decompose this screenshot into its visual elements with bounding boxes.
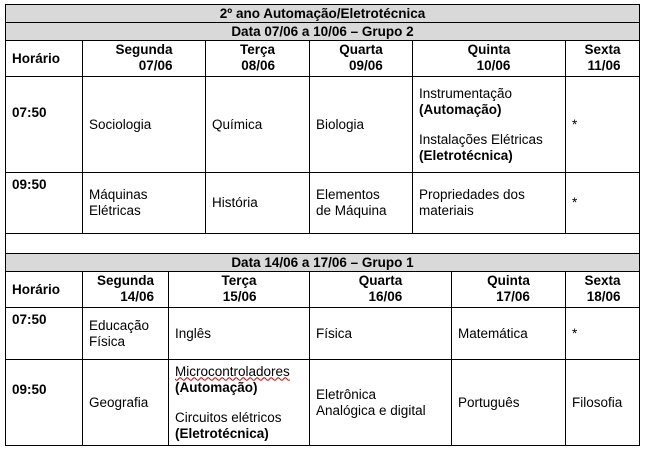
class-cell-content	[316, 187, 387, 219]
class-name: de Máquina	[316, 203, 387, 218]
class-name: Propriedades dos	[419, 187, 525, 202]
day-name: Terça	[221, 273, 257, 288]
title-row	[5, 4, 639, 22]
time-cell	[5, 172, 83, 234]
class-cell-content	[458, 326, 528, 342]
schedule-row	[5, 307, 639, 359]
class-cell	[309, 172, 413, 234]
line-gap	[419, 118, 543, 132]
day-header-cell	[565, 271, 640, 308]
class-cell	[565, 172, 640, 234]
class-cell	[82, 359, 169, 446]
day-header-cell	[168, 271, 310, 308]
class-cell-content	[89, 395, 148, 411]
class-name: Educação	[89, 317, 150, 333]
time-header-cell	[5, 271, 83, 308]
day-header-inner	[468, 42, 511, 74]
class-cell-content	[419, 86, 543, 164]
day-name: Terça	[239, 42, 276, 57]
day-date: 11/06	[587, 58, 621, 73]
class-cell-content	[316, 326, 352, 342]
block-heading-row	[5, 253, 639, 271]
class-cell	[82, 172, 206, 234]
class-name: (Automação)	[175, 379, 258, 395]
day-date: 09/06	[348, 58, 383, 73]
day-header-row	[5, 271, 639, 307]
class-cell-content	[89, 187, 148, 219]
block-heading-cell	[5, 22, 640, 41]
class-cell-content	[89, 117, 151, 133]
class-cell	[565, 359, 640, 446]
block-heading-cell	[5, 253, 640, 272]
class-name: *	[572, 325, 578, 341]
page-title: 2º ano Automação/Eletrotécnica	[219, 6, 426, 21]
day-header-row	[5, 40, 639, 76]
class-name: Instrumentação	[419, 85, 513, 101]
class-name: Microcontroladores	[175, 363, 290, 379]
class-name: História	[212, 195, 258, 210]
class-cell-content	[458, 395, 520, 411]
day-date: 18/06	[586, 289, 621, 304]
day-name: Sexta	[584, 273, 621, 288]
class-cell	[451, 307, 566, 360]
class-cell-content	[175, 364, 290, 442]
class-cell	[309, 359, 452, 446]
day-header-cell	[412, 40, 566, 77]
time-label: 07:50	[12, 105, 47, 120]
time-cell	[5, 76, 83, 173]
day-header-inner	[115, 42, 172, 74]
schedule-row	[5, 172, 639, 233]
time-cell	[5, 359, 83, 446]
class-cell	[168, 307, 310, 360]
block-heading: Data 14/06 a 17/06 – Grupo 1	[231, 255, 414, 270]
class-name: Geografia	[89, 394, 149, 410]
class-cell	[309, 307, 452, 360]
day-header-inner	[339, 42, 383, 74]
class-name: (Automação)	[419, 101, 502, 117]
class-name: Filosofia	[572, 394, 623, 410]
class-name: Português	[458, 394, 520, 410]
day-header-cell	[82, 271, 169, 308]
block-heading-row	[5, 22, 639, 40]
class-name: Elementos	[316, 187, 380, 202]
day-date: 14/06	[120, 289, 154, 304]
class-name: Química	[212, 116, 263, 132]
class-cell-content	[175, 326, 211, 342]
line-gap	[175, 396, 290, 410]
class-cell	[82, 307, 169, 360]
class-cell	[565, 307, 640, 360]
day-header-inner	[584, 273, 620, 305]
day-header-cell	[565, 40, 640, 77]
day-name: Sexta	[584, 42, 621, 57]
day-date: 08/06	[241, 58, 276, 73]
class-cell	[565, 76, 640, 173]
day-header-inner	[359, 273, 403, 305]
class-name: Elétricas	[89, 203, 141, 218]
class-name: (Eletrotécnica)	[419, 147, 513, 163]
class-cell	[309, 76, 413, 173]
class-name: Física	[316, 325, 353, 341]
class-name: *	[572, 116, 578, 132]
schedule-row	[5, 359, 639, 445]
class-cell-content	[316, 387, 426, 419]
class-cell	[82, 76, 206, 173]
class-name: (Eletrotécnica)	[175, 425, 269, 441]
day-header-inner	[584, 42, 620, 74]
class-cell	[205, 172, 310, 234]
class-cell-content	[212, 117, 262, 133]
class-name: Circuitos elétricos	[175, 409, 282, 425]
time-label: 09:50	[12, 177, 47, 192]
day-date: 16/06	[368, 289, 403, 304]
day-name: Segunda	[115, 42, 173, 57]
day-header-inner	[240, 42, 275, 74]
block-heading: Data 07/06 a 10/06 – Grupo 2	[231, 24, 414, 39]
class-name: Sociologia	[89, 116, 152, 132]
day-header-cell	[82, 40, 206, 77]
day-name: Quinta	[487, 273, 530, 288]
day-name: Quarta	[358, 273, 403, 288]
day-header-cell	[451, 271, 566, 308]
time-cell	[5, 307, 83, 360]
class-cell-content	[572, 395, 622, 411]
day-date: 10/06	[476, 58, 511, 73]
class-cell	[412, 76, 566, 173]
day-header-cell	[205, 40, 310, 77]
class-cell-content	[419, 187, 525, 219]
class-cell	[168, 359, 310, 446]
class-cell-content	[572, 195, 577, 211]
time-label: 07:50	[12, 312, 47, 327]
class-name: Matemática	[458, 325, 528, 341]
day-name: Quinta	[467, 42, 511, 57]
class-cell-content	[212, 195, 258, 211]
spacer-cell	[5, 233, 640, 254]
day-date: 17/06	[496, 289, 530, 304]
class-name: Analógica e digital	[316, 402, 426, 418]
day-header-cell	[309, 271, 452, 308]
class-cell-content	[316, 117, 364, 133]
day-header-cell	[309, 40, 413, 77]
time-header: Horário	[12, 281, 61, 297]
day-name: Segunda	[96, 273, 154, 288]
day-date: 07/06	[138, 58, 173, 73]
time-header-cell	[5, 40, 83, 77]
class-name: Inglês	[175, 325, 212, 341]
class-name: Instalações Elétricas	[419, 131, 543, 147]
day-header-inner	[487, 273, 530, 305]
day-date: 15/06	[222, 289, 257, 304]
class-name: materiais	[419, 203, 474, 218]
class-name: Física	[89, 333, 126, 349]
title-cell	[5, 4, 640, 23]
class-name: Biologia	[316, 116, 365, 132]
class-name: *	[572, 195, 578, 210]
class-cell	[412, 172, 566, 234]
class-cell-content	[89, 318, 149, 350]
schedule-row	[5, 76, 639, 172]
spacer-row	[5, 233, 639, 253]
class-cell	[205, 76, 310, 173]
time-header: Horário	[12, 50, 61, 66]
day-name: Quarta	[339, 42, 383, 57]
class-cell-content	[572, 326, 577, 342]
class-cell	[451, 359, 566, 446]
day-header-inner	[97, 273, 154, 305]
day-header-inner	[221, 273, 256, 305]
class-name: Máquinas	[89, 187, 148, 202]
class-cell-content	[572, 117, 577, 133]
class-name: Eletrônica	[316, 386, 377, 402]
time-label: 09:50	[12, 382, 47, 397]
